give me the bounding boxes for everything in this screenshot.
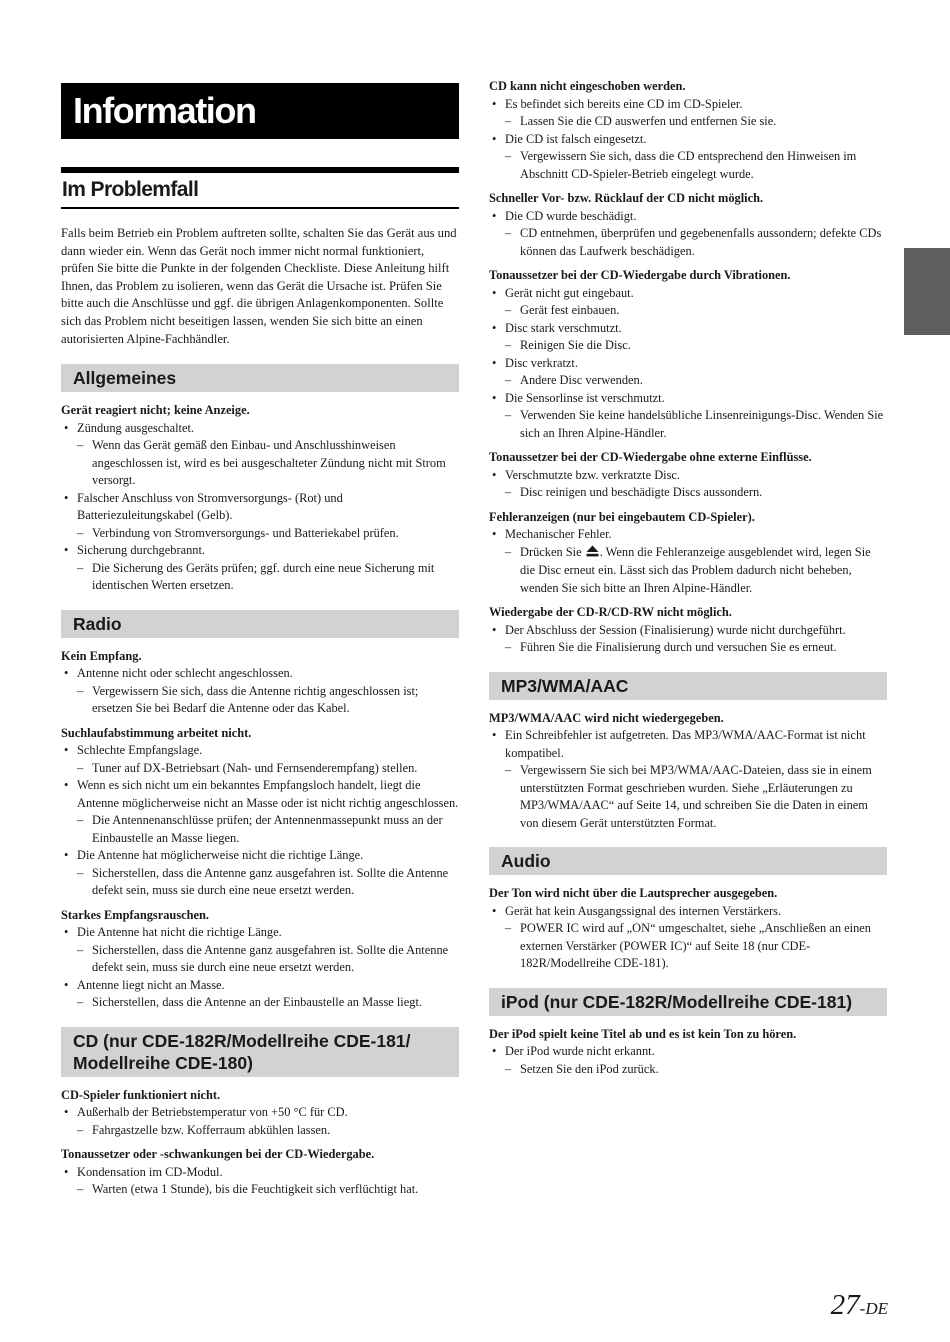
cause-item: • Der Abschluss der Session (Finalisierung) wurde nicht durchgeführt. [489, 622, 887, 640]
question: Kein Empfang. [61, 648, 142, 663]
section-heading-ipod: iPod (nur CDE-182R/Modellreihe CDE-181) [489, 988, 887, 1016]
question: CD-Spieler funktioniert nicht. [61, 1087, 221, 1102]
eject-icon [586, 545, 599, 563]
question: Schneller Vor- bzw. Rücklauf der CD nicht möglich. [489, 191, 764, 205]
remedy-item: – Führen Sie die Finalisierung durch und versuchen Sie es erneut. [489, 639, 887, 657]
remedy-item: – Tuner auf DX-Betriebsart (Nah- und Fernsenderempfang) stellen. [61, 760, 459, 778]
remedy-item: – Verbindung von Stromversorgungs- und Batteriekabel prüfen. [61, 525, 459, 543]
remedy-item: – Vergewissern Sie sich, dass die CD entsprechend den Hinweisen im Abschnitt CD-Spieler-Betrieb eingelegt wurde. [489, 148, 887, 183]
cause-item: • Die Antenne hat möglicherweise nicht die richtige Länge. [61, 847, 459, 865]
remedy-item: – Verwenden Sie keine handelsübliche Linsenreinigungs-Disc. Wenden Sie sich an Ihren Alpine-Händler. [489, 407, 887, 442]
cause-item: • Gerät hat kein Ausgangssignal des internen Verstärkers. [489, 903, 887, 921]
question: Der iPod spielt keine Titel ab und es ist kein Ton zu hören. [489, 1026, 797, 1041]
section-heading-cd: CD (nur CDE-182R/Modellreihe CDE-181/ Modellreihe CDE-180) [61, 1027, 459, 1077]
remedy-item [489, 544, 887, 598]
cause-item: • Gerät nicht gut eingebaut. [489, 285, 887, 303]
section-heading-allgemeines: Allgemeines [61, 364, 459, 392]
question: Suchlaufabstimmung arbeitet nicht. [61, 725, 252, 740]
remedy-item: – Warten (etwa 1 Stunde), bis die Feuchtigkeit sich verflüchtigt hat. [61, 1181, 459, 1199]
question: Tonaussetzer oder -schwankungen bei der CD-Wiedergabe. [61, 1147, 375, 1162]
question: Tonaussetzer bei der CD-Wiedergabe durch Vibrationen. [489, 268, 791, 282]
right-column [489, 78, 887, 1078]
question: Starkes Empfangsrauschen. [61, 907, 210, 922]
section-heading-mp3: MP3/WMA/AAC [489, 672, 887, 700]
page-number-suffix: -DE [859, 1299, 888, 1318]
remedy-item: – Sicherstellen, dass die Antenne ganz ausgefahren ist. Sollte die Antenne defekt sein, muss sie durch eine neue ersetzt werden. [61, 865, 459, 900]
remedy-item: – CD entnehmen, überprüfen und gegebenenfalls aussondern; defekte CDs können das Laufwerk beschädigen. [489, 225, 887, 260]
remedy-item: – Vergewissern Sie sich bei MP3/WMA/AAC-Dateien, dass sie in einem unterstützten Format geschrieben wurden. Siehe „Erläuterungen zu MP3/WMA/AAC“ auf Seite 14, und schreiben Sie die Daten in einem von diesem Gerät unterstützten Format. [489, 762, 887, 832]
side-tab [904, 248, 950, 335]
cause-item: • Zündung ausgeschaltet. [61, 420, 459, 438]
question: CD kann nicht eingeschoben werden. [489, 79, 686, 93]
remedy-item: – Fahrgastzelle bzw. Kofferraum abkühlen lassen. [61, 1122, 459, 1140]
remedy-item: – Vergewissern Sie sich, dass die Antenne richtig angeschlossen ist; ersetzen Sie bei Bedarf die Antenne oder das Kabel. [61, 683, 459, 718]
cause-item: • Ein Schreibfehler ist aufgetreten. Das MP3/WMA/AAC-Format ist nicht kompatibel. [489, 727, 887, 762]
remedy-item: – Disc reinigen und beschädigte Discs aussondern. [489, 484, 887, 502]
remedy-item: – Reinigen Sie die Disc. [489, 337, 887, 355]
cause-item: • Schlechte Empfangslage. [61, 742, 459, 760]
intro-paragraph: Falls beim Betrieb ein Problem auftreten sollte, schalten Sie das Gerät aus und dann wieder ein. Wenn das Gerät noch immer nicht normal funktioniert, prüfen Sie bitte die Punkte in der folgenden Checkliste. Diese Anleitung hilft Ihnen, das Problem zu isolieren, wenn das Gerät die Ursache ist. Prüfen Sie bitte auch die Anschlüsse und ggf. die übrigen Anlagenkomponenten. Sollte sich das Problem nicht beseitigen lassen, wenden Sie sich bitte an einen autorisierten Alpine-Fachhändler. [61, 226, 457, 346]
remedy-text-end: . Wenn die Fehleranzeige ausgeblendet wird, legen Sie die Disc erneut ein. Lässt sich das Problem dadurch nicht beheben, wenden Sie sich bitte an Ihren Alpine-Händler. [520, 544, 871, 595]
question: MP3/WMA/AAC wird nicht wiedergegeben. [489, 710, 724, 725]
cause-item: • Disc verkratzt. [489, 355, 887, 373]
remedy-item: – Setzen Sie den iPod zurück. [489, 1061, 887, 1079]
page-subtitle: Im Problemfall [61, 167, 459, 209]
cause-item: • Disc stark verschmutzt. [489, 320, 887, 338]
remedy-item: – Sicherstellen, dass die Antenne ganz ausgefahren ist. Sollte die Antenne defekt sein, muss sie durch eine neue ersetzt werden. [61, 942, 459, 977]
section-heading-audio: Audio [489, 847, 887, 875]
cause-item: • Antenne nicht oder schlecht angeschlossen. [61, 665, 459, 683]
remedy-item: – Die Antennenanschlüsse prüfen; der Antennenmassepunkt muss an der Einbaustelle an Masse liegen. [61, 812, 459, 847]
page-title: Information [61, 83, 459, 139]
question: Gerät reagiert nicht; keine Anzeige. [61, 403, 250, 418]
remedy-item: – Sicherstellen, dass die Antenne an der Einbaustelle an Masse liegt. [61, 994, 459, 1012]
cause-item: • Mechanischer Fehler. [489, 526, 887, 544]
remedy-item: – Die Sicherung des Geräts prüfen; ggf. durch eine neue Sicherung mit identischen Werten ersetzen. [61, 560, 459, 595]
question: Der Ton wird nicht über die Lautsprecher ausgegeben. [489, 886, 778, 900]
cause-item: • Die Sensorlinse ist verschmutzt. [489, 390, 887, 408]
cause-item: • Es befindet sich bereits eine CD im CD-Spieler. [489, 96, 887, 114]
remedy-item: – POWER IC wird auf „ON“ umgeschaltet, siehe „Anschließen an einen externen Verstärker (POWER IC)“ auf Seite 18 (nur CDE-182R/Modellreihe CDE-181). [489, 920, 887, 973]
cause-item: • Antenne liegt nicht an Masse. [61, 977, 459, 995]
cause-item: • Kondensation im CD-Modul. [61, 1164, 459, 1182]
remedy-item: – Lassen Sie die CD auswerfen und entfernen Sie sie. [489, 113, 887, 131]
cause-item: • Die Antenne hat nicht die richtige Länge. [61, 924, 459, 942]
remedy-item: – Gerät fest einbauen. [489, 302, 887, 320]
cause-item: • Die CD wurde beschädigt. [489, 208, 887, 226]
cause-item: • Falscher Anschluss von Stromversorgungs- (Rot) und Batteriezuleitungskabel (Gelb). [61, 490, 459, 525]
remedy-text-start: Drücken Sie [520, 544, 582, 559]
cause-item: • Wenn es sich nicht um ein bekanntes Empfangsloch handelt, liegt die Antenne möglicherweise nicht an Masse oder ist nicht richtig angeschlossen. [61, 777, 459, 812]
cause-item: • Sicherung durchgebrannt. [61, 542, 459, 560]
remedy-item: – Wenn das Gerät gemäß den Einbau- und Anschlusshinweisen angeschlossen ist, wird es bei ausgeschalteter Zündung nicht mit Strom versorgt. [61, 437, 459, 490]
question: Tonaussetzer bei der CD-Wiedergabe ohne externe Einflüsse. [489, 450, 812, 464]
question: Fehleranzeigen (nur bei eingebautem CD-Spieler). [489, 509, 755, 524]
cause-item: • Der iPod wurde nicht erkannt. [489, 1043, 887, 1061]
page-number-value: 27 [830, 1289, 860, 1321]
remedy-item: – Andere Disc verwenden. [489, 372, 887, 390]
cause-item: • Die CD ist falsch eingesetzt. [489, 131, 887, 149]
left-column [61, 78, 459, 1199]
cause-item: • Verschmutzte bzw. verkratzte Disc. [489, 467, 887, 485]
question: Wiedergabe der CD-R/CD-RW nicht möglich. [489, 605, 732, 619]
page-number [831, 1289, 888, 1322]
cause-item: • Außerhalb der Betriebstemperatur von +50 °C für CD. [61, 1104, 459, 1122]
section-heading-radio: Radio [61, 610, 459, 638]
